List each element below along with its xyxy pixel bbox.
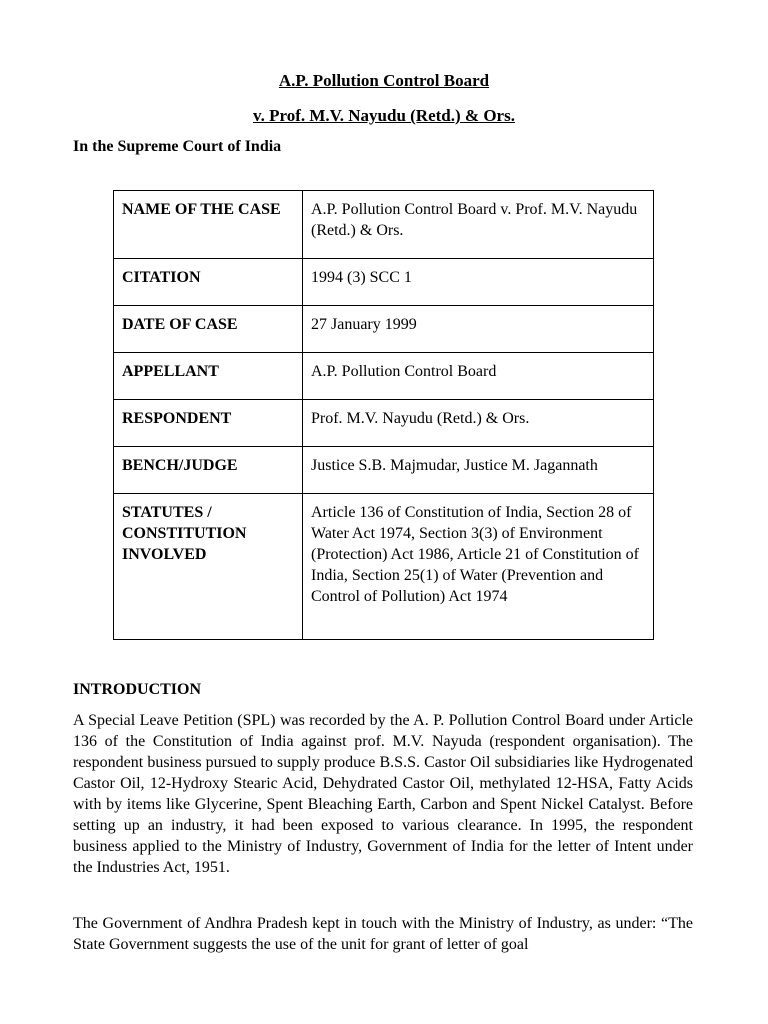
row-label: DATE OF CASE — [114, 306, 303, 353]
introduction-heading: INTRODUCTION — [73, 681, 202, 698]
case-details-table — [113, 190, 654, 640]
row-value: A.P. Pollution Control Board v. Prof. M.V. Nayudu (Retd.) & Ors. — [303, 191, 654, 259]
row-value: A.P. Pollution Control Board — [303, 353, 654, 400]
court-name: In the Supreme Court of India — [73, 138, 282, 155]
row-label: BENCH/JUDGE — [114, 447, 303, 494]
case-title-line-1: A.P. Pollution Control Board — [278, 71, 490, 90]
table-row — [114, 191, 654, 259]
introduction-paragraph: The Government of Andhra Pradesh kept in touch with the Ministry of Industry, as under: “The State Government suggests the use of the unit for grant of letter of goal — [73, 915, 693, 953]
row-value: 27 January 1999 — [303, 306, 654, 353]
table-row — [114, 353, 654, 400]
case-title-line-2: v. Prof. M.V. Nayudu (Retd.) & Ors. — [253, 106, 515, 125]
table-row — [114, 494, 654, 640]
row-value: Article 136 of Constitution of India, Section 28 of Water Act 1974, Section 3(3) of Environment (Protection) Act 1986, Article 21 of Constitution of India, Section 25(1) of Water (Prevention and Control of Pollution) Act 1974 — [303, 494, 654, 640]
row-label: CITATION — [114, 259, 303, 306]
row-value: 1994 (3) SCC 1 — [303, 259, 654, 306]
row-value: Prof. M.V. Nayudu (Retd.) & Ors. — [303, 400, 654, 447]
row-label: RESPONDENT — [114, 400, 303, 447]
row-label: APPELLANT — [114, 353, 303, 400]
table-row — [114, 306, 654, 353]
row-label: STATUTES / CONSTITUTION INVOLVED — [114, 494, 303, 640]
table-row — [114, 447, 654, 494]
row-value: Justice S.B. Majmudar, Justice M. Jagannath — [303, 447, 654, 494]
introduction-paragraph: A Special Leave Petition (SPL) was recorded by the A. P. Pollution Control Board under Article 136 of the Constitution of India against prof. M.V. Nayuda (respondent organisation). The respondent business pursued to supply produce B.S.S. Castor Oil subsidiaries like Hydrogenated Castor Oil, 12-Hydroxy Stearic Acid, Dehydrated Castor Oil, methylated 12-HSA, Fatty Acids with by items like Glycerine, Spent Bleaching Earth, Carbon and Spent Nickel Catalyst. Before setting up an industry, it had been exposed to various clearance. In 1995, the respondent business applied to the Ministry of Industry, Government of India for the letter of Intent under the Industries Act, 1951. — [73, 712, 693, 876]
row-label: NAME OF THE CASE — [114, 191, 303, 259]
table-row — [114, 259, 654, 306]
table-row — [114, 400, 654, 447]
